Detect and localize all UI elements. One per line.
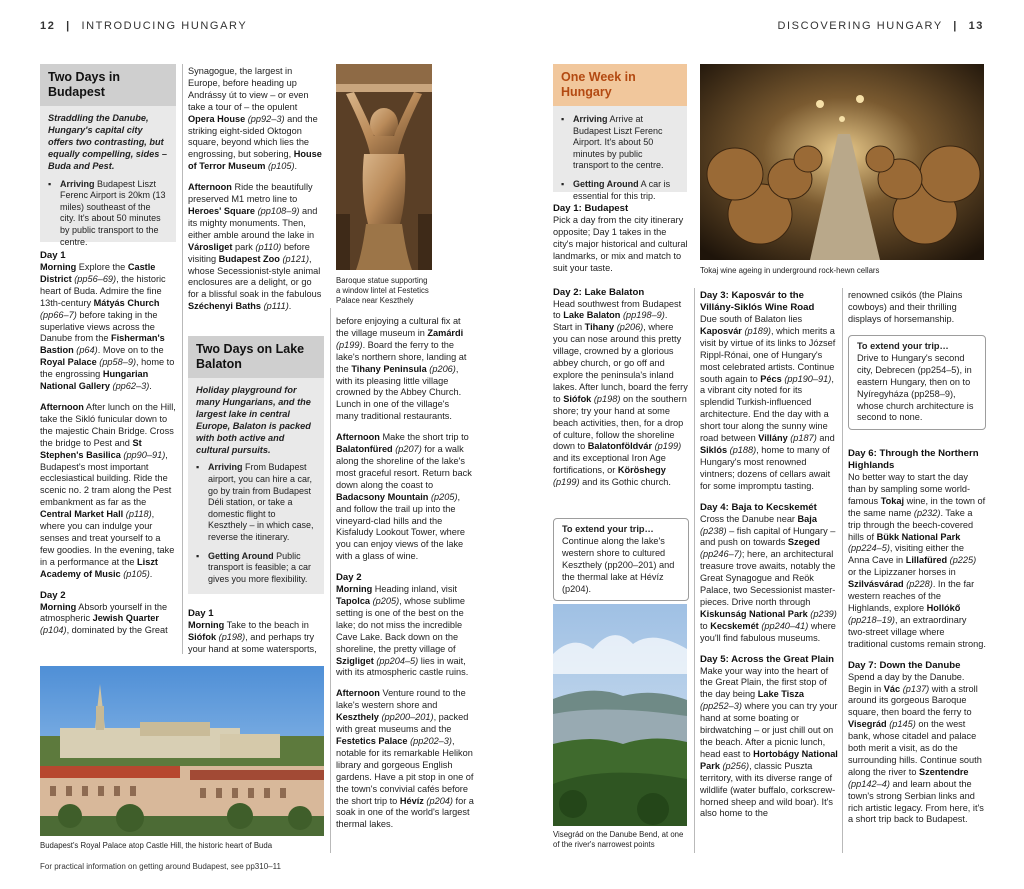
right-page-number: 13	[968, 20, 984, 32]
baroque-statue-photo	[336, 64, 432, 270]
two-days-budapest-box	[40, 64, 176, 247]
castle-caption: Budapest's Royal Palace atop Castle Hill, the historic heart of Buda	[40, 841, 273, 850]
royal-palace-photo	[40, 666, 324, 836]
extend-trip-hungary-box	[848, 335, 986, 430]
text-column-5: Day 3: Kaposvár to the Villány-Siklós Wine Road Due south of Balaton lies Kaposvár (p189), which merits a visit by virtue of its links to József Rippl-Rónai, one of Hungary's most celebrated artists. Continue south again to Pécs (pp190–91), a vibrant city noted for its splendid Turkish-influenced architecture. End the day with a short tour along the sunny wine road between Villány (p187) and Siklós (p188), home to many of Hungary's most renowned vintners; dozens of cellars await for some impromptu tasting. Day 4: Baja to Kecskemét Cross the Danube near Baja (p238) – fish capital of Hungary – and push on towards Szeged (pp246–7); here, an architectural treasure trove awaits, notably the Great Synagogue and Reök Palace, two Secessionist master-pieces. Drive north through Kiskunság National Park (p239) to Kecskemét (pp240–41) where you'll find fabulous museums. Day 5: Across the Great Plain Make your way into the heart of the Great Plain, the first stop of the day being Lake Tisza (pp252–3) where you can try your hand at some boating or birdwatching – or just chill out on the beach. After a picnic lunch, head east to Hortobágy National Park (p256), classic Puszta territory, with its diverse range of wildlife (water buffalo, corkscrew-horned sheep and wild boar). It's also home to the	[700, 290, 838, 819]
extend-trip-balaton-box	[553, 518, 689, 601]
extend-trip-text: Drive to Hungary's second city, Debrecen (pp254–5), in eastern Hungary, then on to Nyíregyháza (pp258–9), whose church architecture is second to none.	[857, 352, 974, 423]
column-divider	[182, 64, 183, 654]
extend-trip-title: To extend your trip…	[562, 524, 654, 534]
visegrad-photo	[553, 604, 687, 826]
two-days-balaton-box	[188, 336, 324, 594]
one-week-hungary-box	[553, 64, 687, 201]
box-intro: Straddling the Danube, Hungary's capital city offers two contrasting, but equally compelling, sides – Buda and Pest.	[48, 113, 167, 171]
column-divider	[842, 288, 843, 853]
extend-trip-text: Continue along the lake's western shore to cultured Keszthely (pp200–201) and the thermal lake at Hévíz (p204).	[562, 535, 675, 594]
text-column-6-bottom: Day 6: Through the Northern Highlands No better way to start the day than by sampling some world-famous Tokaj wine, in the town of the same name (p232). Take a trip through the beech-covered hills of Bükk National Park (pp224–5), visiting either the Anna Cave in Lillafüred (p225) or the Lipizzaner horses in Szilvásvárad (p228). In the far western reaches of the Highlands, explore Hollókő (pp218–19), an extraordinary two-street village where traditional customs remain strong. Day 7: Down the Danube Spend a day by the Danube. Begin in Vác (p137) with a stroll around its gorgeous Baroque square, then board the ferry to Visegrád (p145) on the west bank, whose citadel and palace both merit a visit, as do the surrounding hills. Continue south along the river to Szentendre (pp142–4) and learn about the town's strong Serbian links and rich artistic legacy. From here, it's a short trip back to Budapest.	[848, 448, 986, 825]
extend-trip-title: To extend your trip…	[857, 341, 949, 351]
box-list-item: ▪ Getting Around A car is essential for this trip.	[561, 179, 679, 202]
barrels-caption: Tokaj wine ageing in underground rock-hewn cellars	[700, 266, 880, 275]
left-running-header: 12 | INTRODUCING HUNGARY	[40, 20, 248, 32]
text-column-1: Day 1 Morning Explore the Castle District (pp56–69), the historic heart of Buda. Admire the fine 13th-century Mátyás Church (pp66–7) before taking in the superlative views across the Danube from the Fisherman's Bastion (p64). Move on to the Royal Palace (pp58–9), home to the engrossing Hungarian National Gallery (pp62–3). Afternoon After lunch on the Hill, take the Sikló funicular down to the majestic Chain Bridge. Cross the bridge to Pest and St Stephen's Basilica (pp90–91), Budapest's most important ecclesiastical building. Ride the scenic no. 2 tram along the Pest embankment as far as the Central Market Hall (p118), where you can indulge your senses and treat yourself to a few goodies. In the evening, take in a performance at the Liszt Academy of Music (p105). Day 2 Morning Absorb yourself in the atmospheric Jewish Quarter (p104), dominated by the Great	[40, 250, 176, 636]
box-list	[188, 460, 324, 598]
box-list-item: ▪ Getting Around Public transport is feasible; a car gives you more flexibility.	[196, 551, 316, 586]
box-list	[40, 177, 176, 262]
statue-caption: Baroque statue supporting a window lintel at Festetics Palace near Keszthely	[336, 276, 429, 305]
box-title: One Week in Hungary	[553, 64, 687, 106]
box-title: Two Days in Budapest	[40, 64, 176, 106]
column-divider	[694, 288, 695, 853]
right-section-title: DISCOVERING HUNGARY	[777, 20, 943, 32]
left-page-number: 12	[40, 20, 56, 32]
text-column-4: Day 1: Budapest Pick a day from the city itinerary opposite; Day 1 takes in the city's major historical and cultural landmarks, or mix and match to suit your taste. Day 2: Lake Balaton Head southwest from Budapest to Lake Balaton (pp198–9). Start in Tihany (p206), where you can nose around this pretty village, crowned by a glorious abbey church, or go off and explore the peninsula's inland lakes. After lunch, board the ferry to Siófok (p198) on the southern shore; try your hand at some beach activities, then, for a drop of culture, follow the shoreline down to Balatonföldvár (p199) and its exceptional Iron Age fortifications, or Köröshegy (p199) and its Gothic church.	[553, 203, 688, 488]
right-running-header: DISCOVERING HUNGARY | 13	[777, 20, 984, 32]
left-section-title: INTRODUCING HUNGARY	[81, 20, 248, 32]
box-intro: Holiday playground for many Hungarians, and the largest lake in central Europe, Balaton is packed with both active and cultural pursuits.	[196, 385, 311, 455]
page-footer-note: For practical information on getting around Budapest, see pp310–11	[40, 862, 281, 871]
box-list-item: ▪ Arriving Budapest Liszt Ferenc Airport is 20km (13 miles) southeast of the city. It's about 50 minutes by public transport to the centre.	[48, 179, 168, 249]
box-list	[553, 106, 687, 215]
box-title: Two Days on Lake Balaton	[188, 336, 324, 378]
box-list-item: ▪ Arriving Arrive at Budapest Liszt Ferenc Airport. It's about 50 minutes by public transport to the centre.	[561, 114, 679, 172]
column-divider	[330, 308, 331, 853]
text-column-6: renowned csikós (the Plains cowboys) and their thrilling displays of horsemanship.	[848, 290, 963, 324]
text-column-2-bottom: Day 1 Morning Take to the beach in Siófok (p198), and perhaps try your hand at some watersports,	[188, 608, 317, 654]
text-column-3: before enjoying a cultural fix at the village museum in Zamárdi (p199). Board the ferry to the lake's northern shore, landing at the Tihany Peninsula (p206), with its pleasing little village crowned by the Abbey Church. Lunch in one of the village's many traditional restaurants. Afternoon Make the short trip to Balatonfüred (p207) for a walk along the shoreline of the lake's most graceful resort. Return back down along the coast to Badacsony Mountain (p205), and follow the trail up into the vineyard-clad hills and the Kisfaludy Lookout Tower, where you can enjoy views of the lake with a glass of wine. Day 2 Morning Heading inland, visit Tapolca (p205), whose sublime setting is one of the best on the lake; do not miss the incredible Cave Lake. Back down on the shoreline, the pretty village of Szigliget (pp204–5) lies in wait, with its atmospheric castle ruins. Afternoon Venture round to the lake's western shore and Keszthely (pp200–201), packed with great museums and the Festetics Palace (pp202–3), notable for its remarkable Helikon library and gorgeous English gardens. Have a pit stop in one of the town's convivial cafés before the short trip to Hévíz (p204) for a soak in one of the world's largest thermal lakes.	[336, 316, 474, 830]
visegrad-caption: Visegrád on the Danube Bend, at one of the river's narrowest points	[553, 830, 684, 849]
box-list-item: ▪ Arriving From Budapest airport, you can hire a car, go by train from Budapest Déli station, or take a domestic flight to Keszthely – in which case, reverse the itinerary.	[196, 462, 316, 543]
text-column-2: Synagogue, the largest in Europe, before heading up Andrássy út to view – or even take a tour of – the opulent Opera House (pp92–3) and the striking eight-sided Oktogon square, beyond which lies the engrossing, but sobering, House of Terror Museum (p105). Afternoon Ride the beautifully preserved M1 metro line to Heroes' Square (pp108–9) and its mighty monuments. Then, either amble around the lake in Városliget park (p110) before visiting Budapest Zoo (p121), whose Secessionist-style animal enclosures are a delight, or go for a blissful soak in the fabulous Széchenyi Baths (p111).	[188, 66, 322, 312]
tokaj-cellar-photo	[700, 64, 984, 260]
